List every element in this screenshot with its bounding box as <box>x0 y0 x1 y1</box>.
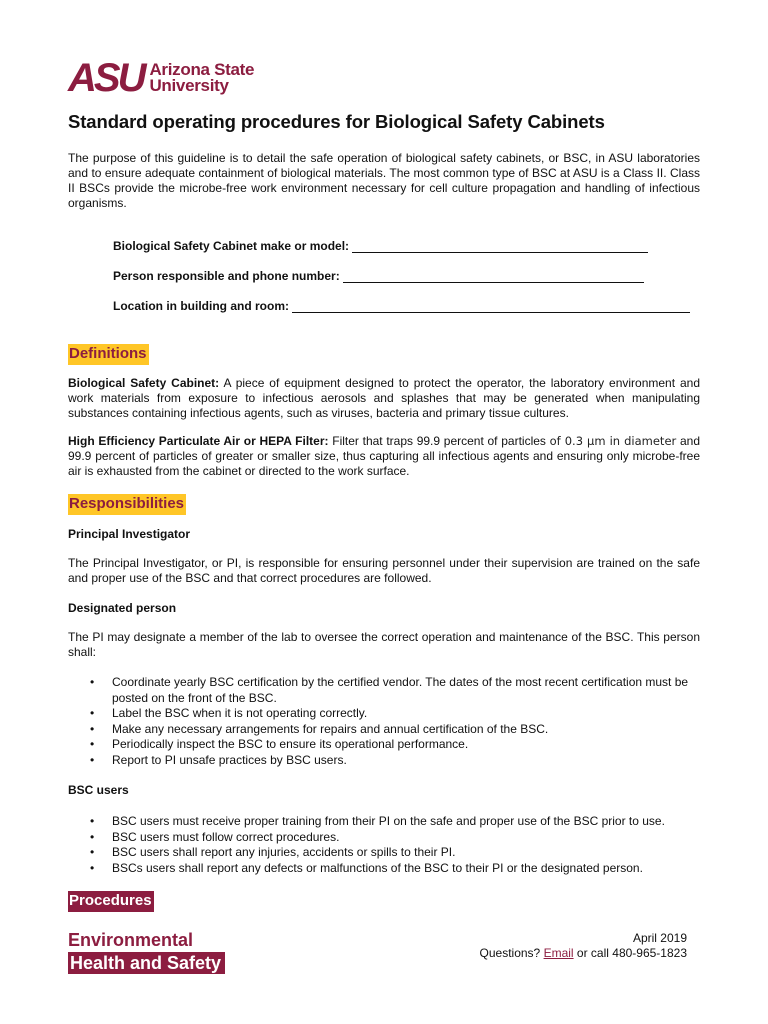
ehs-logo-line-1: Environmental <box>68 930 194 950</box>
logo-line-2: University <box>149 76 229 95</box>
form-person-row <box>113 269 644 283</box>
person-blank-field[interactable] <box>343 270 644 283</box>
model-blank-field[interactable] <box>352 240 648 253</box>
list-item: • BSC users must receive proper training from their PI on the safe and proper use of the BSC prior to use. <box>90 814 702 830</box>
asu-logo-mark: ASU <box>68 56 144 100</box>
form-location-row <box>113 299 690 313</box>
pi-paragraph: The Principal Investigator, or PI, is responsible for ensuring personnel under their supervision are trained on the safe and proper use of the BSC and that correct procedures are followed. <box>68 556 700 585</box>
footer-contact <box>480 946 687 960</box>
list-item: • Periodically inspect the BSC to ensure its operational performance. <box>90 737 702 753</box>
bsc-users-list <box>90 814 702 876</box>
designated-duties-list <box>90 675 702 769</box>
footer-date: April 2019 <box>632 931 687 945</box>
call-text: or call 480-965-1823 <box>576 946 687 960</box>
location-blank-field[interactable] <box>292 300 690 313</box>
ehs-logo-line-2: Health and Safety <box>68 952 225 974</box>
person-label: Person responsible and phone number: <box>113 269 340 283</box>
logo-line-1: Arizona State <box>149 60 255 79</box>
designated-subheading: Designated person <box>68 601 177 615</box>
list-item: • Make any necessary arrangements for repairs and annual certification of the BSC. <box>90 722 702 738</box>
list-item: • BSC users shall report any injuries, accidents or spills to their PI. <box>90 845 702 861</box>
list-item: • BSCs users shall report any defects or malfunctions of the BSC to their PI or the designated person. <box>90 861 702 877</box>
hepa-definition <box>68 434 700 479</box>
designated-paragraph: The PI may designate a member of the lab to oversee the correct operation and maintenance of the BSC. This person shall: <box>68 630 700 659</box>
bsc-definition-text: A piece of equipment designed to protect the operator, the laboratory environment and work materials from exposure to infectious aerosols and splashes that may be generated when manipulating substances containing infectious agents, such as viruses, bacteria and primary tissue cultures. <box>68 376 700 420</box>
hepa-text-a: Filter that traps 99.9 percent of particles <box>332 434 546 448</box>
bsc-term: Biological Safety Cabinet: <box>68 376 220 390</box>
definitions-heading: Definitions <box>68 344 149 365</box>
asu-logo <box>68 58 254 98</box>
form-model-row <box>113 239 648 253</box>
list-item: • Label the BSC when it is not operating correctly. <box>90 706 702 722</box>
responsibilities-heading: Responsibilities <box>68 494 186 515</box>
hepa-text-b: of 0.3 µm in diameter <box>549 434 677 448</box>
asu-logo-wordmark <box>149 62 254 94</box>
page-title: Standard operating procedures for Biological Safety Cabinets <box>68 111 605 132</box>
pi-subheading: Principal Investigator <box>68 527 191 541</box>
list-item: • BSC users must follow correct procedures. <box>90 830 702 846</box>
list-item: • Coordinate yearly BSC certification by the certified vendor. The dates of the most recent certification must be posted on the front of the BSC. <box>90 675 702 706</box>
location-label: Location in building and room: <box>113 299 289 313</box>
bsc-definition <box>68 376 700 421</box>
procedures-heading: Procedures <box>68 891 154 912</box>
questions-text: Questions? <box>479 946 541 960</box>
hepa-term: High Efficiency Particulate Air or HEPA Filter: <box>68 434 329 448</box>
model-label: Biological Safety Cabinet make or model: <box>113 239 350 253</box>
list-item: • Report to PI unsafe practices by BSC users. <box>90 753 702 769</box>
intro-paragraph: The purpose of this guideline is to detail the safe operation of biological safety cabinets, or BSC, in ASU laboratories and to ensure adequate containment of biological materials. The most common type of BSC at ASU is a Class II. Class II BSCs provide the microbe-free work environment necessary for cell culture propagation and handling of infectious organisms. <box>68 151 700 210</box>
hepa-text-c: and 99.9 percent of particles of greater or smaller size, thus capturing all infectious agents and ensuring only microbe-free air is exhausted from the cabinet or directed to the work surface. <box>68 434 700 478</box>
bsc-users-subheading: BSC users <box>68 783 129 797</box>
email-link[interactable]: Email <box>543 946 574 960</box>
